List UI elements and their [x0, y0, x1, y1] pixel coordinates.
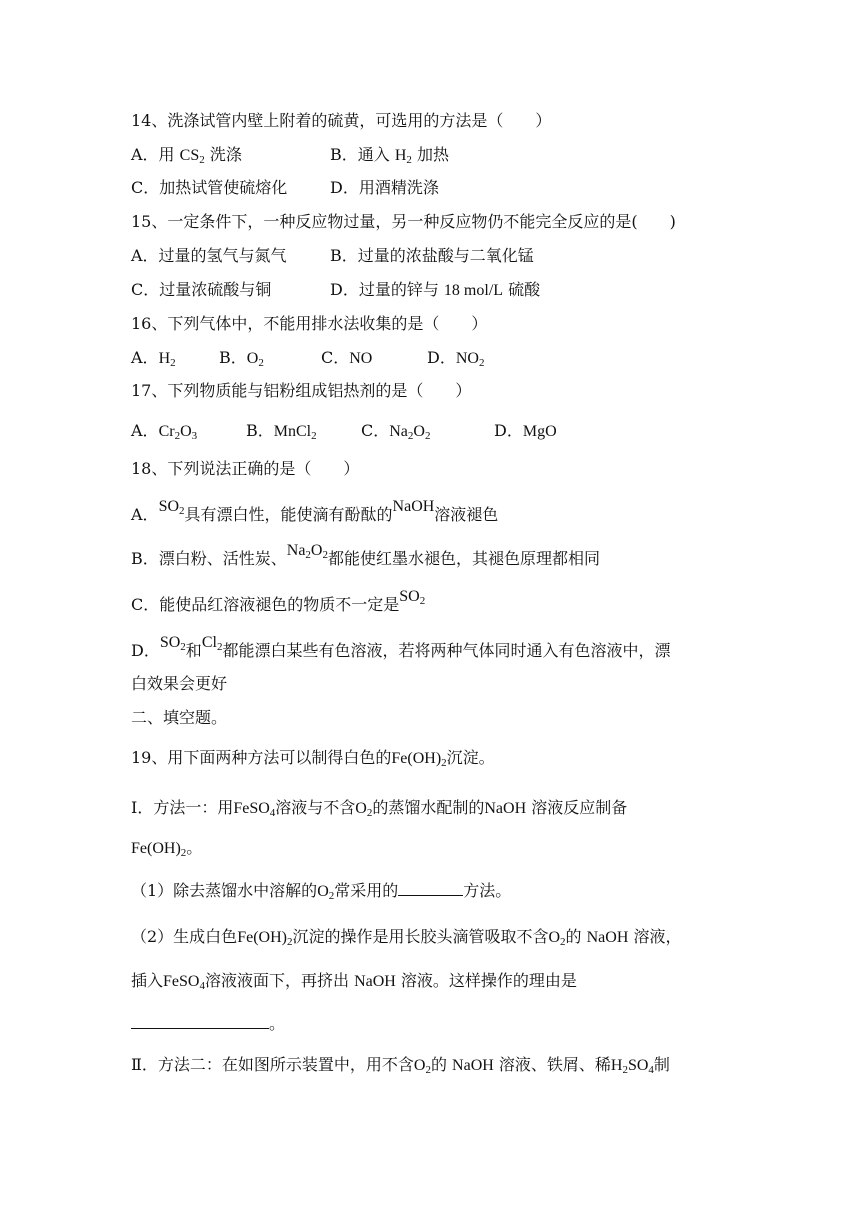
q19-method1: Ⅰ．方法一：用FeSO$_4$溶液与不含$O_2$的蒸馏水配制的NaOH 溶液反应制备: [131, 798, 628, 819]
q17-option-b: B．MnCl$_2$: [246, 421, 317, 442]
q14-stem: 14、洗涤试管内壁上附着的硫黄，可选用的方法是（ ）: [131, 111, 552, 130]
q17-options: [131, 420, 557, 443]
q14-option-a: A．用 $CS_2$ 洗涤: [131, 145, 242, 166]
q18-option-d: D．$SO_2$和$Cl_2$都能漂白某些有色溶液，若将两种气体同时通入有色溶液中，漂: [131, 634, 671, 660]
q16-stem: 16、下列气体中，不能用排水法收集的是（ ）: [131, 314, 488, 333]
q16-option-d: D．$NO_2$: [427, 348, 485, 369]
q19-method2: Ⅱ．方法二：在如图所示装置中，用不含$O_2$的 NaOH 溶液、铁屑、稀$H_2SO_4$制: [131, 1055, 670, 1076]
q15-option-d: D．过量的锌与 18 mol/L 硫酸: [330, 280, 541, 299]
q16-option-a: A．$H_2$: [131, 348, 176, 369]
q14-options: [131, 144, 449, 167]
q19-part2-answer: 。: [131, 1013, 285, 1035]
q18-option-d-cont: 白效果会更好: [131, 674, 228, 693]
q15-option-c: C．过量浓硫酸与铜: [131, 280, 272, 299]
q19-method1-cont: $Fe(OH)_2$。: [131, 838, 203, 859]
q15-options-ab: [131, 245, 534, 267]
q19-part2-cont: 插入FeSO$_4$溶液液面下，再挤出 NaOH 溶液。这样操作的理由是: [131, 971, 577, 992]
q15-option-b: B．过量的浓盐酸与二氧化锰: [330, 246, 534, 265]
answer-blank-2[interactable]: [131, 1014, 269, 1029]
q14-option-b: B．通入 $H_2$ 加热: [330, 145, 450, 166]
q16-option-b: B．$O_2$: [219, 348, 264, 369]
q18-option-a: A．$SO_2$具有漂白性，能使滴有酚酞的NaOH溶液褪色: [131, 498, 499, 524]
q15-options-cd: [131, 279, 540, 302]
q17-stem: 17、下列物质能与铝粉组成铝热剂的是（ ）: [131, 381, 472, 400]
q19-stem: 19、用下面两种方法可以制得白色的$Fe(OH)_2$沉淀。: [131, 748, 495, 769]
q15-option-a: A．过量的氢气与氮气: [131, 246, 287, 265]
q19-part1: （1）除去蒸馏水中溶解的$O_2$常采用的 方法。: [131, 881, 512, 902]
q14-option-c: C．加热试管使硫熔化: [131, 178, 288, 197]
q14-option-d: D．用酒精洗涤: [330, 178, 439, 197]
q19-part2: （2）生成白色$Fe(OH)_2$沉淀的操作是用长胶头滴管吸取不含$O_2$的 NaOH 溶液，: [131, 927, 682, 948]
q17-option-c: C．$Na_2O_2$: [361, 421, 431, 442]
q17-option-d: D．MgO: [494, 421, 557, 440]
q18-stem: 18、下列说法正确的是（ ）: [131, 459, 360, 478]
q16-option-c: C．NO: [321, 348, 373, 367]
q14-options-cd: [131, 177, 439, 199]
q18-option-b: B．漂白粉、活性炭、$Na_2O_2$都能使红墨水褪色，其褪色原理都相同: [131, 542, 600, 568]
q16-options: [131, 347, 484, 370]
section-heading: 二、填空题。: [131, 708, 228, 727]
q15-stem: 15、一定条件下，一种反应物过量，另一种反应物仍不能完全反应的是( ): [131, 212, 676, 231]
q18-option-c: C．能使品红溶液褪色的物质不一定是$SO_2$: [131, 588, 426, 614]
q17-option-a: A．$Cr_2O_3$: [131, 421, 198, 442]
answer-blank-1[interactable]: [398, 881, 463, 896]
